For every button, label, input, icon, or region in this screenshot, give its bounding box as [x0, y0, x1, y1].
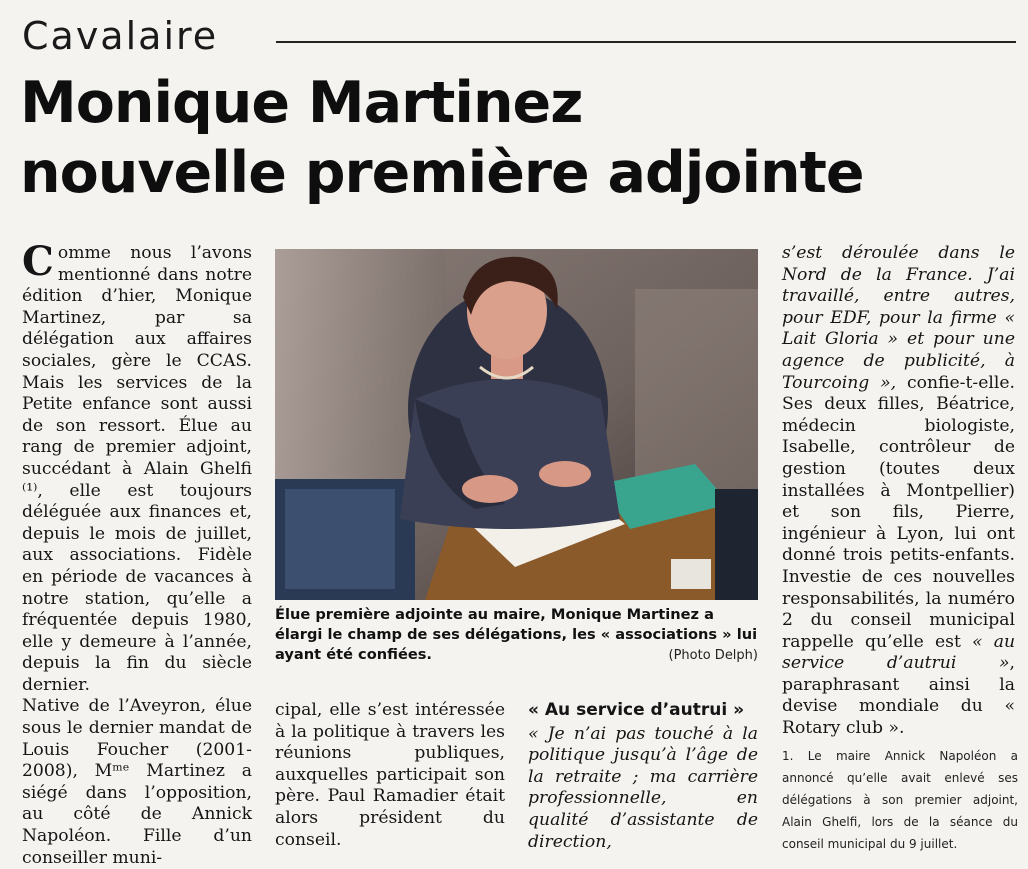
paragraph-intro-text: omme nous l’avons mentionné dans notre édition d’hier, Monique Martinez, par sa délégation aux affaires sociales, gère le CCAS. Mais les services de la Petite enfance sont aussi de son ressort. Élue au rang de premier adjoint, succédant à Alain Ghelfi ⁽¹⁾, elle est toujours déléguée aux finances et, depuis le mois de juillet, aux associations. Fidèle en période de vacances à notre station, qu’elle a fréquentée depuis 1980, elle y demeure à l’année, depuis la fin du siècle dernier.: [22, 243, 252, 695]
article-column-4: [782, 243, 1015, 740]
headline: [20, 68, 1010, 208]
photo-illustration: [275, 249, 758, 600]
photo-credit: (Photo Delph): [668, 648, 758, 663]
career-quote: s’est déroulée dans le Nord de la France. J’ai travaillé, entre autres, pour EDF, pour la firme « Lait Gloria » et pour une agence de publicité, à Tourcoing »,: [782, 243, 1015, 393]
article-photo: [275, 249, 758, 600]
section-rule: [276, 41, 1016, 43]
headline-line-2: nouvelle première adjointe: [20, 140, 864, 206]
photo-caption: Élue première adjointe au maire, Monique Martinez a élargi le champ de ses délégations, les « associations » lui ayant été confiées.: [275, 606, 758, 663]
headline-line-1: Monique Martinez: [20, 70, 583, 136]
drop-cap: C: [22, 238, 54, 285]
paragraph-intro: [22, 238, 252, 696]
paragraph-career: [782, 243, 1015, 740]
paragraph-politics: cipal, elle s’est intéressée à la politique à travers les réunions publiques, auxquelles participait son père. Paul Ramadier était alors président du conseil.: [275, 700, 505, 850]
career-text: confie-t-elle. Ses deux filles, Béatrice, médecin biologiste, Isabelle, contrôleur de gestion (toutes deux installées à Montpellier) et son fils, Pierre, ingénieur à Lyon, lui ont donné trois petits-enfants. Investie de ces nouvelles responsabilités, la numéro 2 du conseil municipal rappelle qu’elle est: [782, 372, 1015, 652]
paragraph-quote: « Je n’ai pas touché à la politique jusqu’à l’âge de la retraite ; ma carrière professionnelle, en qualité d’assistante de direction,: [528, 723, 758, 852]
section-title: Cavalaire: [22, 14, 219, 58]
footnote: 1. Le maire Annick Napoléon a annoncé qu’elle avait enlevé ses délégations à son premier adjoint, Alain Ghelfi, lors de la séance du conseil municipal du 9 juillet.: [782, 749, 1018, 851]
paragraph-native: Native de l’Aveyron, élue sous le dernier mandat de Louis Foucher (2001-2008), Mᵐᵉ Martinez a siégé dans l’opposition, au côté de Annick Napoléon. Fille d’un conseiller muni-: [22, 696, 252, 868]
article-column-1: [22, 238, 252, 869]
article-column-2: [275, 700, 505, 851]
service-quote: « au service d’autrui »: [782, 631, 1016, 674]
subheading: « Au service d’autrui »: [528, 700, 745, 720]
article-column-3: [528, 700, 758, 853]
career-end: , paraphrasant ainsi la devise mondiale du « Rotary club ».: [782, 653, 1015, 739]
